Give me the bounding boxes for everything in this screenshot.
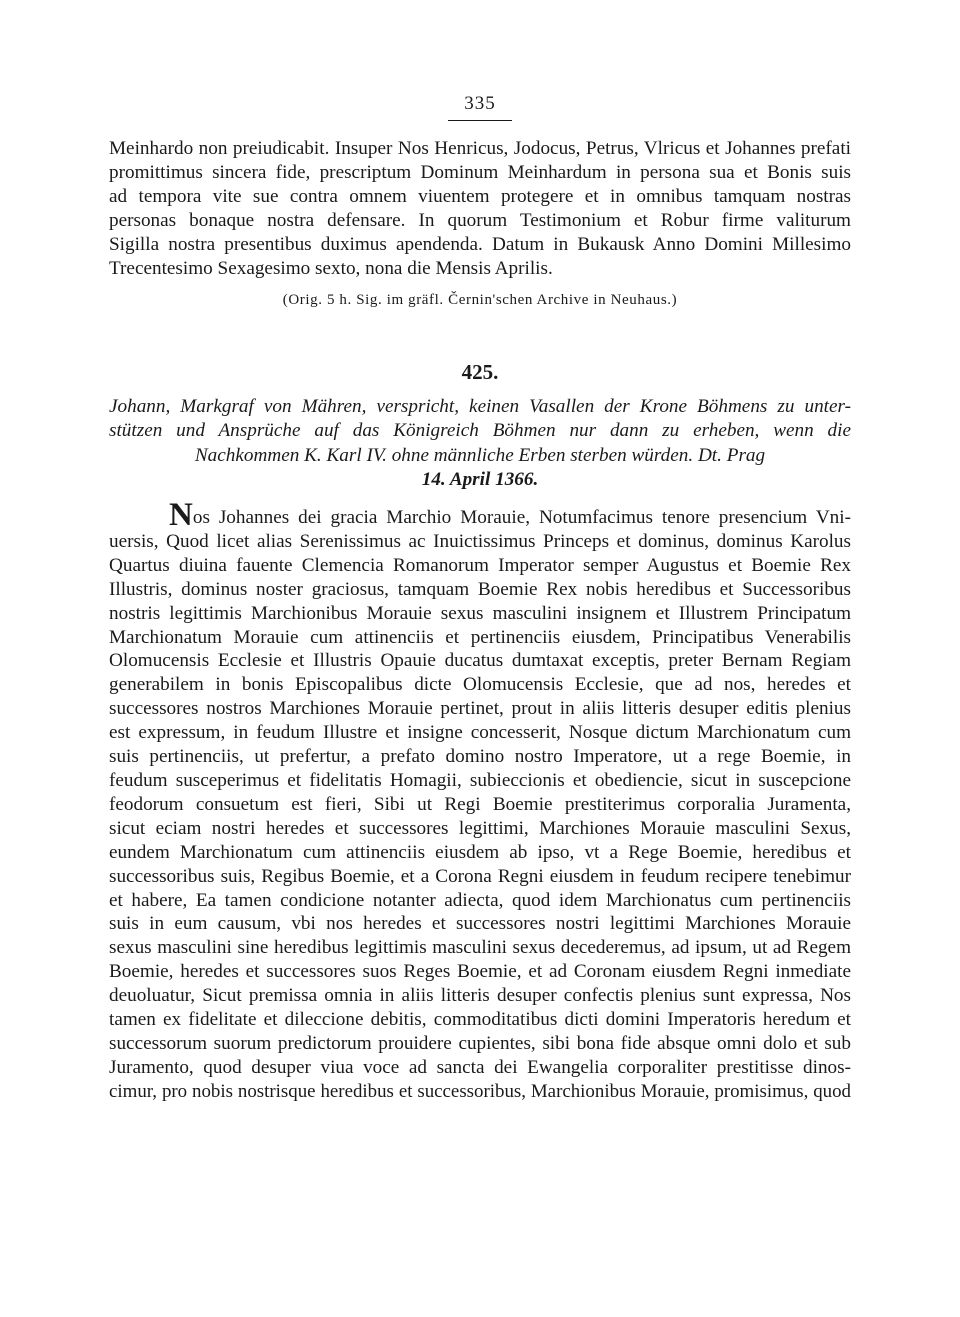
first-text-line — [109, 497, 851, 533]
text-line: successores nostros Marchiones Morauie pertinet, prout in aliis litteris desuper editis plenius — [109, 698, 851, 720]
text-line: Sigilla nostra presentibus duximus apendenda. Datum in Bukausk Anno Domini Millesimo — [109, 233, 851, 255]
page-number-rule — [448, 120, 512, 121]
text-line: personas bonaque nostra defensare. In quorum Testimonium et Robur firme valiturum — [109, 209, 851, 231]
text-line: Olomucensis Ecclesie et Illustris Opauie ducatus dumtaxat exceptis, preter Bernam Regiam — [109, 650, 851, 672]
source-note: (Orig. 5 h. Sig. im gräfl. Černin'schen Archive in Neuhaus.) — [282, 292, 678, 308]
text-line: Boemie, heredes et successores suos Reges Boemie, et ad Coronam eiusdem Regni inmediate — [109, 961, 851, 983]
page-number: 335 — [464, 93, 496, 114]
text-line: Meinhardo non preiudicabit. Insuper Nos Henricus, Jodocus, Petrus, Vlricus et Johannes prefati — [109, 138, 851, 159]
text-line: cimur, pro nobis nostrisque heredibus et successoribus, Marchionibus Morauie, promisimus, quod — [109, 1080, 851, 1102]
document-summary — [109, 395, 851, 493]
drop-initial: N — [169, 497, 193, 533]
text-line: est expressum, in feudum Illustre et insigne concesserit, Nosque dictum Marchionatum cum — [109, 722, 851, 744]
text-line: sexus masculini sine heredibus legittimis masculini sexus decederemus, ad ipsum, ut ad Regem — [109, 937, 851, 959]
text-line: uersis, Quod licet alias Serenissimus ac Inuictissimus Princeps et dominus, dominus Karolus — [109, 530, 851, 552]
text-line: suis in eum causum, vbi nos heredes et successores nostri legittimi Marchiones Morauie — [109, 913, 851, 935]
first-line-rest: os Johannes dei gracia Marchio Morauie, Notumfacimus tenore presencium Vni- — [192, 507, 851, 528]
text-line: promittimus sincera fide, prescriptum Dominum Meinhardum in persona sua et Bonis suis — [109, 161, 851, 183]
text-line: suis pertinenciis, ut prefertur, a prefato domino nostro Imperatore, ut a rege Boemie, in — [109, 746, 851, 768]
document-number: 425. — [461, 360, 499, 384]
text-line: successorum suorum predictorum prouidere cupientes, sibi bona fide absque omni dolo et sub — [109, 1032, 851, 1054]
text-line: tamen ex fidelitate et dileccione debitis, commoditatibus dicti domini Imperatoris heredum et — [109, 1009, 851, 1031]
text-line: successoribus suis, Regibus Boemie, et a Corona Regni eiusdem in feudum recipere tenebimur — [109, 865, 851, 887]
text-line: generabilem in bonis Episcopalibus dicte Olomucensis Ecclesie, que ad nos, heredes et — [109, 674, 851, 696]
summary-line: Johann, Markgraf von Mähren, verspricht, keinen Vasallen der Krone Böhmens zu unter- — [109, 396, 851, 417]
text-line: sicut eciam nostri heredes et successores legittimi, Marchiones Morauie masculini Sexus, — [109, 817, 851, 839]
main-text — [109, 497, 851, 1104]
text-line: feodorum consuetum est fieri, Sibi ut Regi Boemie prestiterimus corporalia Juramenta, — [109, 793, 851, 815]
text-line: eundem Marchionatum cum attinenciis eiusdem ab ipso, vt a Rege Boemie, heredibus et — [109, 841, 851, 863]
opening-paragraph — [109, 137, 851, 280]
text-line: Quartus diuina fauente Clemencia Romanorum Imperator semper Augustus et Boemie Rex — [109, 554, 851, 576]
summary-line: stützen und Ansprüche auf das Königreich Böhmen nur dann zu erheben, wenn die — [109, 420, 851, 442]
summary-date: 14. April 1366. — [421, 469, 539, 491]
text-line: deuoluatur, Sicut premissa omnia in aliis litteris desuper confectis plenius sunt expressa, Nos — [109, 985, 851, 1007]
summary-line: Nachkommen K. Karl IV. ohne männliche Erben sterben würden. Dt. Prag — [194, 444, 766, 466]
text-line: Trecentesimo Sexagesimo sexto, nona die Mensis Aprilis. — [109, 257, 553, 279]
text-line: et habere, Ea tamen condicione notanter adiecta, quod idem Marchionatus cum pertinenciis — [109, 889, 851, 911]
text-line: Illustris, dominus noster graciosus, tamquam Boemie Rex nobis heredibus et Successoribus — [109, 578, 851, 600]
text-line: Juramento, quod desuper viua voce ad sancta dei Ewangelia corporaliter prestitisse dinos- — [109, 1056, 851, 1078]
text-line: ad tempora vite sue contra omnem viuentem protegere et in omnibus tamquam nostras — [109, 185, 851, 207]
text-line: nostris legittimis Marchionibus Morauie sexus masculini insignem et Illustrem Principatum — [109, 602, 851, 624]
text-line: feudum susceperimus et fidelitatis Homagii, subieccionis et obediencie, sicut in suscepcione — [109, 769, 851, 791]
text-line: Marchionatum Morauie cum attinenciis et pertinenciis eiusdem, Principatibus Venerabilis — [109, 626, 851, 648]
